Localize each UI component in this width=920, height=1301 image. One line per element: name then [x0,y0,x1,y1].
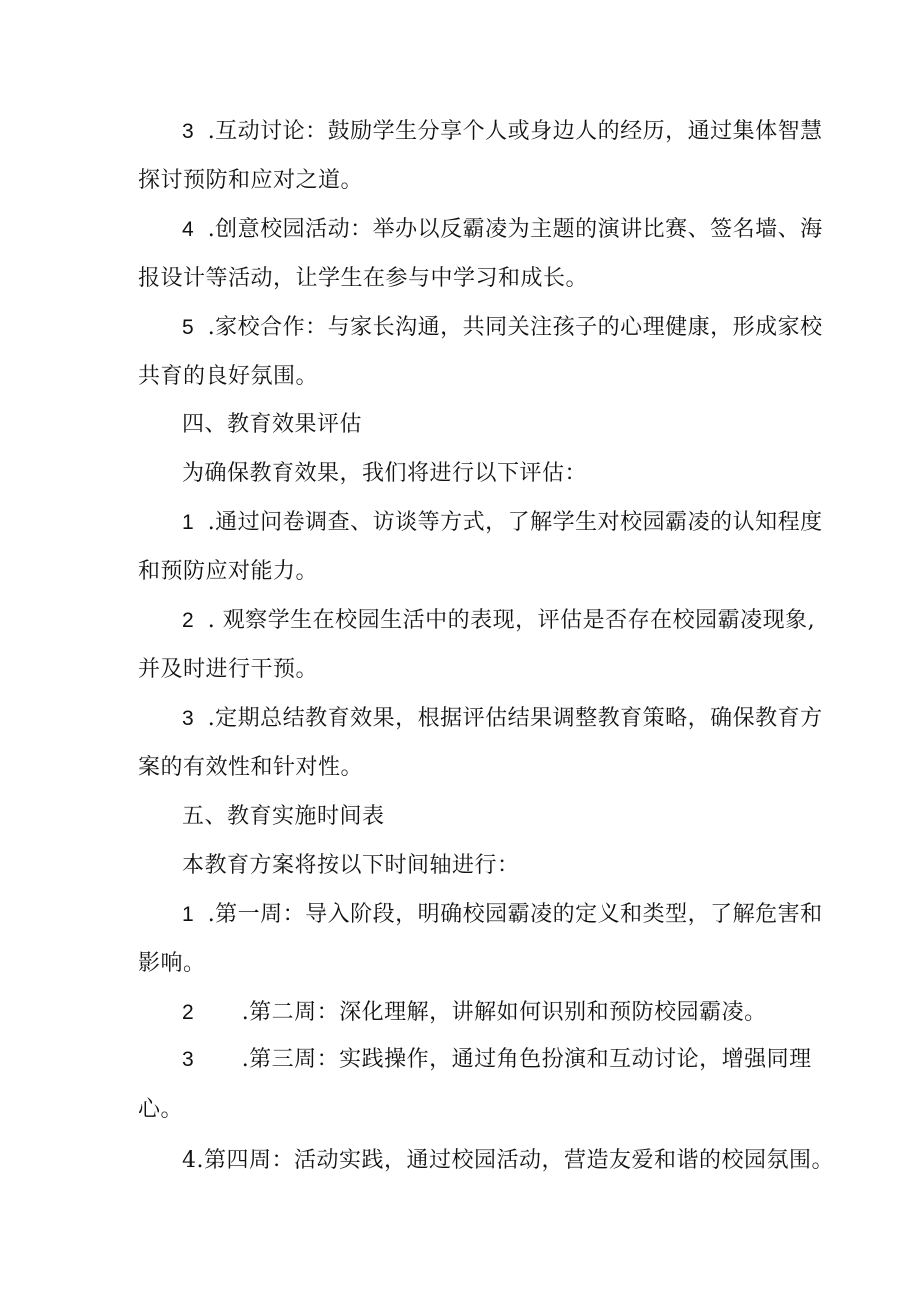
paragraph-text: .第三周：实践操作，通过角色扮演和互动讨论，增强同理 [241,1047,812,1072]
list-number: 2 [182,1001,195,1024]
paragraph-line [182,998,767,1028]
paragraph-text: . 观察学生在校园生活中的表现，评估是否存在校园霸凌现象, [207,608,816,633]
paragraph-line [182,313,823,343]
paragraph-text: .定期总结教育效果，根据评估结果调整教育策略，确保教育方 [207,706,823,731]
section-heading: 五、教育实施时间表 [182,804,385,829]
paragraph-text: .创意校园活动：举办以反霸凌为主题的演讲比赛、签名墙、海 [207,217,823,242]
paragraph-line [182,704,823,734]
list-number: 1 [182,903,195,926]
paragraph-text: .家校合作：与家长沟通，共同关注孩子的心理健康，形成家校 [207,315,823,340]
paragraph-line [182,606,815,636]
paragraph-line: 4.第四周：活动实践，通过校园活动，营造友爱和谐的校园氛围。 [182,1148,834,1173]
section-heading: 四、教育效果评估 [182,412,363,437]
paragraph-text: .第一周：导入阶段，明确校园霸凌的定义和类型，了解危害和 [207,902,823,927]
list-number: 5 [182,316,195,339]
paragraph-line: 和预防应对能力。 [138,559,319,584]
paragraph-line: 探讨预防和应对之道。 [138,168,364,193]
paragraph-line: 影响。 [138,951,206,976]
paragraph-line [182,215,823,245]
paragraph-text: .第二周：深化理解，讲解如何识别和预防校园霸凌。 [241,1000,767,1025]
list-number: 1 [182,511,195,534]
intro-text: 为确保教育效果，我们将进行以下评估： [182,461,588,486]
list-number: 3 [182,1048,195,1071]
paragraph-line: 心。 [138,1097,184,1122]
paragraph-line [182,117,823,147]
list-number: 3 [182,120,195,143]
list-number: 2 [182,609,195,632]
paragraph-line [182,1045,812,1075]
paragraph-line: 案的有效性和针对性。 [138,755,364,780]
intro-text: 本教育方案将按以下时间轴进行： [182,853,520,878]
list-number: 4 [182,218,195,241]
paragraph-line: 报设计等活动，让学生在参与中学习和成长。 [138,266,589,291]
paragraph-text: .通过问卷调查、访谈等方式，了解学生对校园霸凌的认知程度 [207,510,823,535]
paragraph-text: .互动讨论：鼓励学生分享个人或身边人的经历，通过集体智慧 [207,119,823,144]
paragraph-line: 并及时进行干预。 [138,657,319,682]
paragraph-line [182,900,823,930]
paragraph-line: 共育的良好氛围。 [138,364,319,389]
list-number: 3 [182,707,195,730]
paragraph-line [182,508,823,538]
